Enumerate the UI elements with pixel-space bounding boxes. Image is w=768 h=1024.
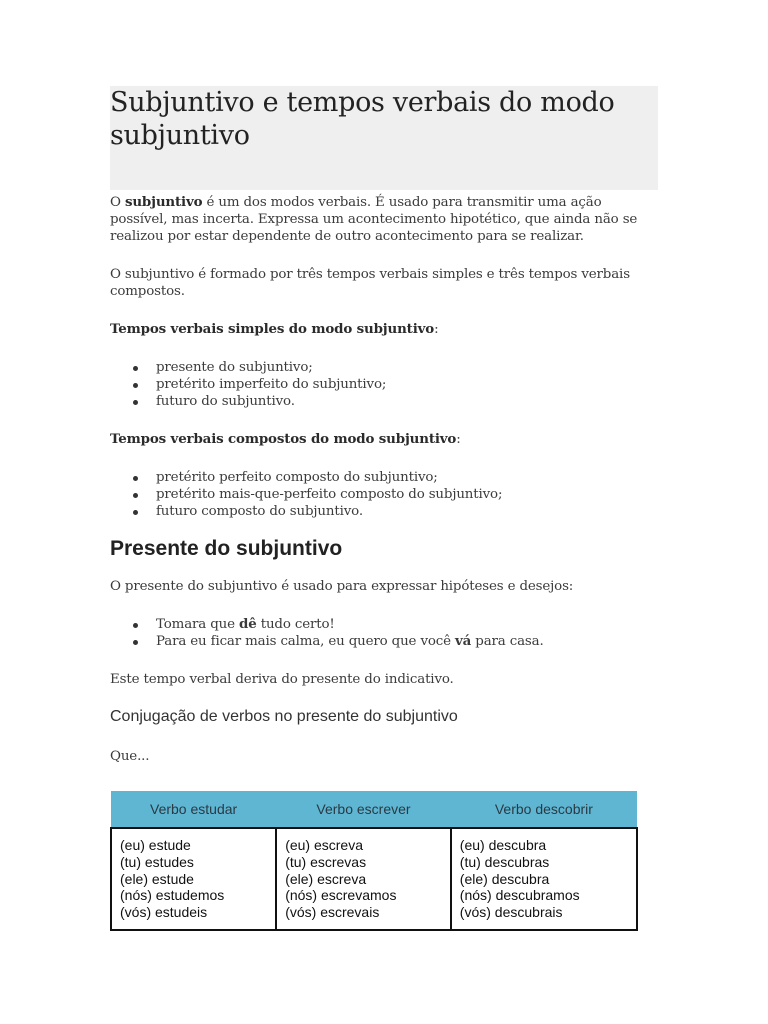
article <box>110 86 658 765</box>
conjugation-table <box>110 791 638 931</box>
conjugation-heading: Conjugação de verbos no presente do subjuntivo <box>110 708 458 725</box>
conjugation-line: (nós) escrevamos <box>285 887 397 904</box>
conjugation-line: (tu) estudes <box>120 853 194 870</box>
list-item <box>156 633 658 650</box>
list-item: pretérito perfeito composto do subjuntivo; <box>156 469 658 486</box>
conjugation-line: (eu) escreva <box>285 837 363 853</box>
formation-paragraph: O subjuntivo é formado por três tempos verbais simples e três tempos verbais compostos. <box>110 267 630 299</box>
example-text: Para eu ficar mais calma, eu quero que você <box>156 634 455 649</box>
compound-tenses-list <box>110 469 658 520</box>
title-band <box>110 86 658 190</box>
intro-bold-term: subjuntivo <box>124 194 203 210</box>
page-title: Subjuntivo e tempos verbais do modo subjuntivo <box>110 87 615 151</box>
conjugation-line: (ele) estude <box>120 870 194 887</box>
conjugation-line: (vós) estudeis <box>120 904 208 921</box>
intro-paragraph <box>110 194 658 245</box>
table-row <box>111 828 637 930</box>
example-verb: vá <box>455 633 472 649</box>
example-verb: dê <box>239 616 257 632</box>
compound-tenses-heading-colon: : <box>456 432 461 447</box>
list-item: pretérito mais-que-perfeito composto do subjuntivo; <box>156 486 658 503</box>
table-header-estudar: Verbo estudar <box>111 791 276 828</box>
conjugation-line: (eu) estude <box>120 837 191 853</box>
compound-tenses-heading-bold: Tempos verbais compostos do modo subjuntivo <box>110 431 457 447</box>
intro-text: é um dos modos verbais. É usado para transmitir uma ação possível, mas incerta. Expressa um acontecimento hipotético, que ainda não se realizou por estar dependente de outro acontecimento para se realizar. <box>110 195 638 244</box>
present-subjunctive-heading: Presente do subjuntivo <box>110 537 343 560</box>
table-cell-escrever <box>276 828 451 930</box>
conjugation-line: (ele) escreva <box>285 870 367 887</box>
que-label: Que... <box>110 749 150 764</box>
conjugation-line: (nós) estudemos <box>120 887 225 904</box>
list-item <box>156 616 658 633</box>
example-text: tudo certo! <box>256 617 335 632</box>
conjugation-line: (tu) descubras <box>459 853 550 870</box>
simple-tenses-list <box>110 359 658 410</box>
list-item: futuro composto do subjuntivo. <box>156 503 658 520</box>
conjugation-line: (ele) descubra <box>459 870 550 887</box>
conjugation-line: (vós) descubrais <box>459 904 563 921</box>
conjugation-line: (eu) descubra <box>459 837 547 853</box>
simple-tenses-heading-bold: Tempos verbais simples do modo subjuntivo <box>110 321 435 337</box>
intro-prefix: O <box>110 195 125 210</box>
list-item: pretérito imperfeito do subjuntivo; <box>156 376 658 393</box>
derivation-paragraph: Este tempo verbal deriva do presente do indicativo. <box>110 672 454 687</box>
compound-tenses-heading <box>110 431 658 448</box>
list-item: futuro do subjuntivo. <box>156 393 658 410</box>
conjugation-line: (vós) escrevais <box>285 904 380 921</box>
example-text: para casa. <box>471 634 544 649</box>
conjugation-line: (nós) descubramos <box>459 887 580 904</box>
example-text: Tomara que <box>156 617 240 632</box>
table-header-row <box>111 791 637 828</box>
simple-tenses-heading <box>110 321 658 338</box>
table-header-descobrir: Verbo descobrir <box>451 791 637 828</box>
examples-list <box>110 616 658 650</box>
simple-tenses-heading-colon: : <box>434 322 439 337</box>
table-cell-estudar <box>111 828 276 930</box>
conjugation-line: (tu) escrevas <box>285 853 367 870</box>
table-header-escrever: Verbo escrever <box>276 791 451 828</box>
table-cell-descobrir <box>451 828 637 930</box>
present-intro: O presente do subjuntivo é usado para expressar hipóteses e desejos: <box>110 579 574 594</box>
list-item: presente do subjuntivo; <box>156 359 658 376</box>
